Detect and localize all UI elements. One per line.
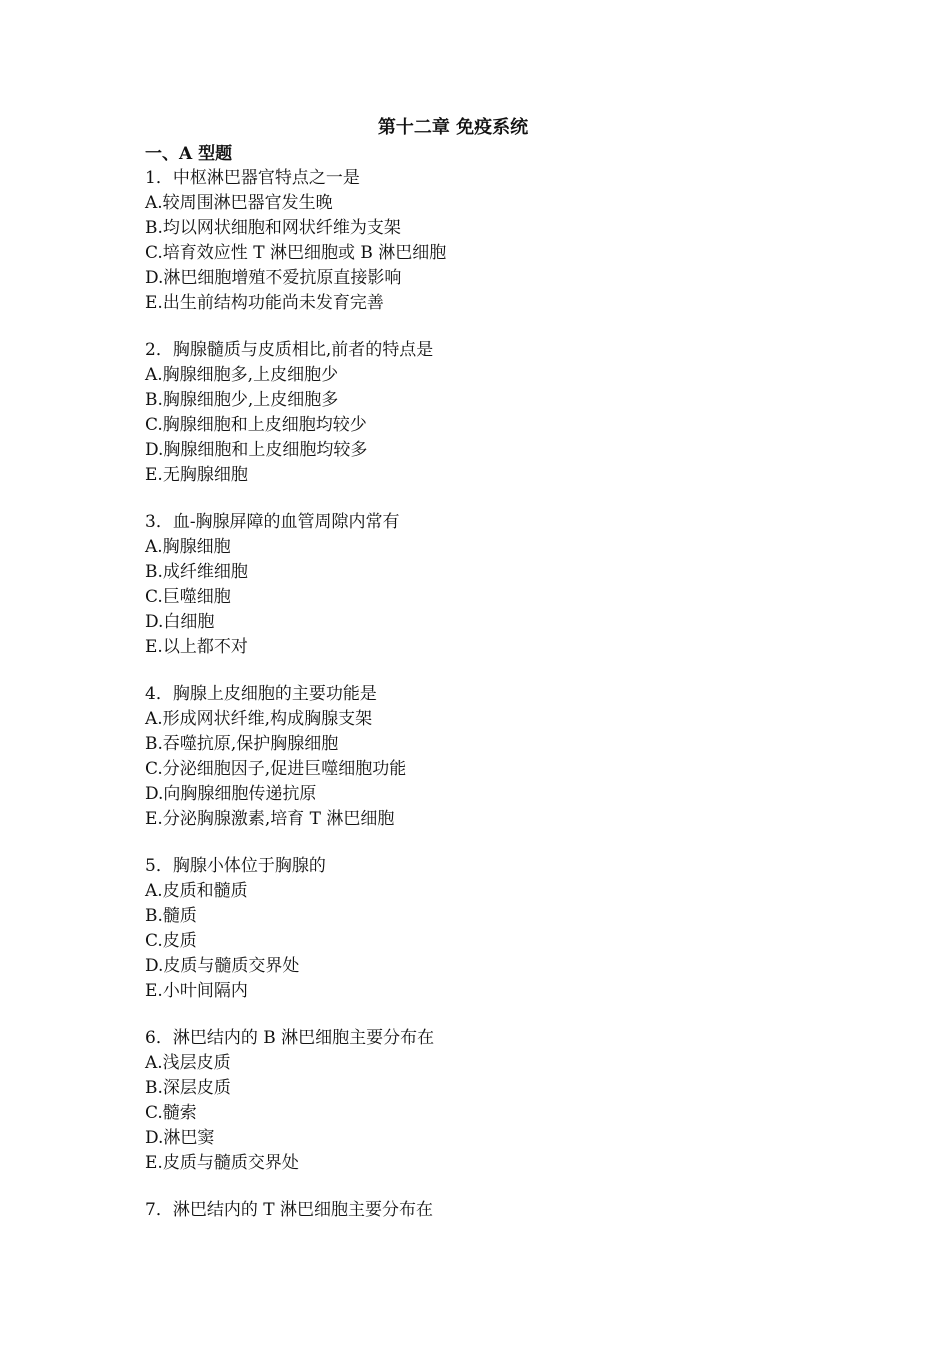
- question-stem: 5．胸腺小体位于胸腺的: [145, 856, 326, 876]
- option-b: B.深层皮质: [145, 1078, 231, 1098]
- option-e: E.分泌胸腺激素,培育 T 淋巴细胞: [145, 809, 395, 829]
- chapter-title: 第十二章 免疫系统: [377, 117, 529, 138]
- option-b: B.胸腺细胞少,上皮细胞多: [145, 390, 339, 410]
- option-d: D.白细胞: [145, 612, 215, 632]
- option-c: C.培育效应性 T 淋巴细胞或 B 淋巴细胞: [145, 243, 447, 263]
- question-stem: 3．血-胸腺屏障的血管周隙内常有: [145, 512, 400, 532]
- section-heading: 一、A 型题: [145, 144, 233, 164]
- question-stem: 6．淋巴结内的 B 淋巴细胞主要分布在: [145, 1028, 435, 1048]
- option-c: C.巨噬细胞: [145, 587, 231, 607]
- option-b: B.成纤维细胞: [145, 562, 248, 582]
- question-7: [145, 1198, 845, 1223]
- question-3: [145, 510, 845, 660]
- option-e: E.皮质与髓质交界处: [145, 1153, 299, 1173]
- question-stem: 2．胸腺髓质与皮质相比,前者的特点是: [145, 340, 434, 360]
- option-d: D.皮质与髓质交界处: [145, 956, 300, 976]
- option-b: B.均以网状细胞和网状纤维为支架: [145, 218, 401, 238]
- option-c: C.髓索: [145, 1103, 197, 1123]
- question-1: [145, 166, 845, 316]
- option-c: C.分泌细胞因子,促进巨噬细胞功能: [145, 759, 407, 779]
- question-2: [145, 338, 845, 488]
- option-d: D.向胸腺细胞传递抗原: [145, 784, 317, 804]
- option-d: D.胸腺细胞和上皮细胞均较多: [145, 440, 368, 460]
- question-list: [145, 166, 845, 1245]
- question-stem: 4．胸腺上皮细胞的主要功能是: [145, 684, 377, 704]
- option-d: D.淋巴窦: [145, 1128, 215, 1148]
- question-stem: 7．淋巴结内的 T 淋巴细胞主要分布在: [145, 1200, 433, 1220]
- option-b: B.髓质: [145, 906, 197, 926]
- question-4: [145, 682, 845, 832]
- option-a: A.形成网状纤维,构成胸腺支架: [145, 709, 373, 729]
- option-e: E.出生前结构功能尚未发育完善: [145, 293, 384, 313]
- option-e: E.以上都不对: [145, 637, 248, 657]
- option-c: C.胸腺细胞和上皮细胞均较少: [145, 415, 367, 435]
- option-d: D.淋巴细胞增殖不爱抗原直接影响: [145, 268, 402, 288]
- option-e: E.小叶间隔内: [145, 981, 248, 1001]
- option-a: A.皮质和髓质: [145, 881, 248, 901]
- question-stem: 1．中枢淋巴器官特点之一是: [145, 168, 360, 188]
- option-b: B.吞噬抗原,保护胸腺细胞: [145, 734, 339, 754]
- option-a: A.浅层皮质: [145, 1053, 231, 1073]
- option-a: A.胸腺细胞: [145, 537, 231, 557]
- question-5: [145, 854, 845, 1004]
- option-c: C.皮质: [145, 931, 197, 951]
- question-6: [145, 1026, 845, 1176]
- option-a: A.胸腺细胞多,上皮细胞少: [145, 365, 339, 385]
- option-a: A.较周围淋巴器官发生晚: [145, 193, 333, 213]
- option-e: E.无胸腺细胞: [145, 465, 248, 485]
